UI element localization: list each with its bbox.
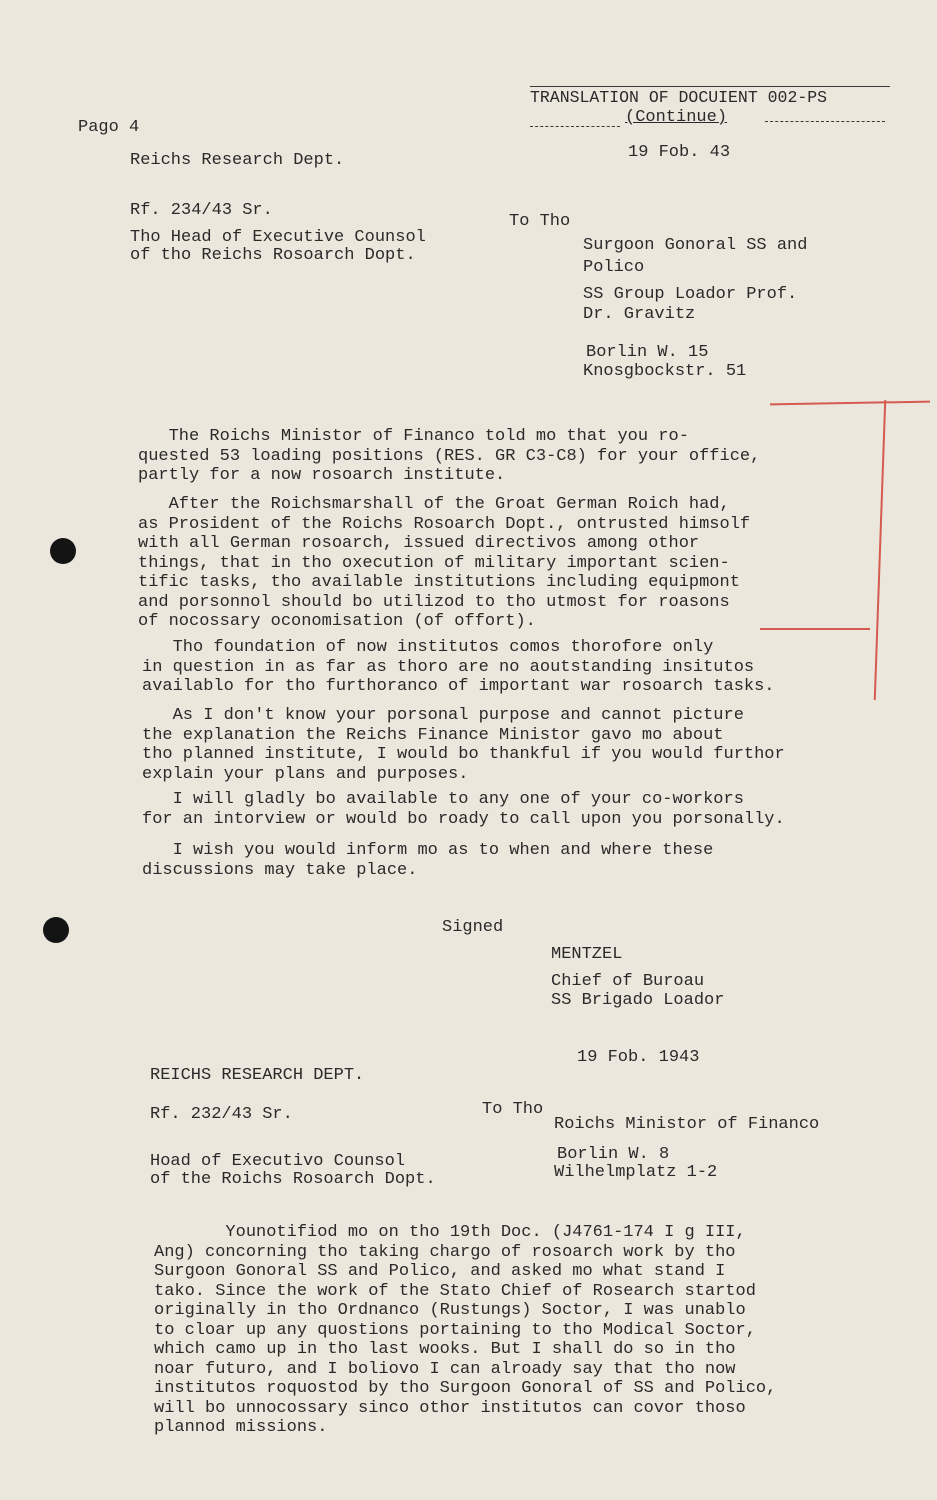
body-line: noar futuro, and I boliovo I can alroady say that tho now (154, 1359, 736, 1379)
body-line: and porsonnol should bo utilizod to tho utmost for roasons (138, 592, 730, 612)
letter1-addressee-line6: Knosgbockstr. 51 (583, 362, 747, 381)
letter2-addressee-line2: Borlin W. 8 (557, 1145, 670, 1164)
body-line: will bo unnocossary sinco othor institutos can covor thoso (154, 1398, 746, 1418)
letter1-paragraph-2 (138, 495, 750, 632)
letter2-addressee-line1: Roichs Ministor of Financo (554, 1115, 820, 1134)
letter2-sender-line1: Hoad of Executivo Counsol (150, 1152, 406, 1171)
letter1-dept: Reichs Research Dept. (130, 151, 345, 170)
signer-title-line1: Chief of Buroau (551, 972, 705, 991)
body-line: The Roichs Ministor of Financo told mo that you ro- (138, 427, 689, 446)
page-label: Pago 4 (78, 118, 140, 137)
letter1-date: 19 Fob. 43 (628, 143, 731, 162)
letter1-addressee-line4: Dr. Gravitz (583, 305, 696, 324)
body-line: discussions may take place. (142, 860, 418, 880)
body-line: as Prosident of the Roichs Rosoarch Dopt., ontrusted himsolf (138, 514, 751, 534)
letter1-sender-line2: of tho Reichs Rosoarch Dopt. (130, 246, 416, 265)
document-subtitle: (Continue) (625, 108, 728, 127)
body-line: Younotifiod mo on tho 19th Doc. (J4761-174 I g III, (154, 1223, 746, 1242)
letter1-paragraph-5 (142, 790, 785, 829)
letter1-paragraph-4 (142, 706, 785, 784)
letter1-ref: Rf. 234/43 Sr. (130, 201, 273, 220)
letter1-paragraph-6 (142, 841, 713, 880)
body-line: institutos roquostod by tho Surgoon Gonoral of SS and Polico, (154, 1379, 777, 1398)
body-line: Ang) concorning tho taking chargo of rosoarch work by tho (154, 1242, 736, 1262)
body-line: in question in as far as thoro are no aoutstanding insitutos (142, 657, 755, 677)
body-line: availablo for tho furthoranco of important war rosoarch tasks. (142, 677, 775, 696)
body-line: explain your plans and purposes. (142, 764, 469, 784)
body-line: After the Roichsmarshall of the Groat German Roich had, (138, 495, 730, 514)
body-line: for an intorview or would bo roady to call upon you porsonally. (142, 809, 785, 829)
body-line: the explanation the Reichs Finance Ministor gavo mo about (142, 725, 724, 745)
body-line: I wish you would inform mo as to when and where these (142, 841, 714, 860)
letter1-sender-line1: Tho Head of Executive Counsol (130, 228, 426, 247)
letter1-addressee-line3: SS Group Loador Prof. (583, 285, 798, 304)
red-mark-horizontal (770, 401, 930, 406)
letter2-date: 19 Fob. 1943 (577, 1048, 700, 1067)
letter2-sender-line2: of the Roichs Rosoarch Dopt. (150, 1170, 436, 1189)
signed-label: Signed (442, 918, 504, 937)
letter1-addressee-line1: Surgoon Gonoral SS and (583, 236, 808, 255)
punch-hole-top (50, 538, 76, 564)
body-line: Surgoon Gonoral SS and Polico, and asked mo what stand I (154, 1262, 726, 1281)
body-line: to cloar up any quostions portaining to tho Modical Soctor, (154, 1320, 756, 1340)
signer-name: MENTZEL (551, 945, 623, 964)
body-line: things, that in tho oxecution of military important scien- (138, 553, 730, 573)
punch-hole-bottom (43, 917, 69, 943)
body-line: tific tasks, tho available institutions including equipmont (138, 573, 740, 592)
body-line: I will gladly bo available to any one of your co-workors (142, 790, 744, 809)
letter1-paragraph-3 (142, 638, 775, 697)
body-line: tho planned institute, I would bo thankful if you would furthor (142, 745, 785, 764)
body-line: Tho foundation of now institutos comos thorofore only (142, 638, 714, 657)
body-line: of nocossary oconomisation (of offort). (138, 612, 536, 631)
document-title: TRANSLATION OF DOCUIENT 002-PS (530, 88, 828, 107)
body-line: with all German rosoarch, issued directivos among othor (138, 534, 700, 553)
letter2-addressee-line3: Wilhelmplatz 1-2 (554, 1163, 718, 1182)
red-mark-vertical (874, 400, 886, 700)
red-mark-underline (760, 628, 870, 630)
signer-title-line2: SS Brigado Loador (551, 991, 725, 1010)
letter2-ref: Rf. 232/43 Sr. (150, 1105, 293, 1124)
letter1-addressee-line2: Polico (583, 258, 645, 277)
letter1-addressee-line5: Borlin W. 15 (586, 343, 709, 362)
body-line: As I don't know your porsonal purpose and cannot picture (142, 706, 744, 725)
body-line: plannod missions. (154, 1418, 328, 1437)
header-rule-top (530, 86, 890, 87)
letter2-dept: REICHS RESEARCH DEPT. (150, 1066, 365, 1085)
letter2-paragraph (154, 1223, 776, 1438)
body-line: partly for a now rosoarch institute. (138, 466, 506, 485)
letter2-to-label: To Tho (482, 1100, 544, 1119)
body-line: originally in tho Ordnanco (Rustungs) Soctor, I was unablo (154, 1301, 746, 1320)
body-line: quested 53 loading positions (RES. GR C3-C8) for your office, (138, 446, 761, 466)
body-line: tako. Since the work of the Stato Chief of Rosearch startod (154, 1281, 756, 1301)
letter1-paragraph-1 (138, 427, 760, 486)
header-rule-left (530, 126, 620, 127)
body-line: which camo up in tho last wooks. But I shall do so in tho (154, 1340, 736, 1359)
header-rule-right (765, 121, 885, 122)
letter1-to-label: To Tho (509, 212, 571, 231)
